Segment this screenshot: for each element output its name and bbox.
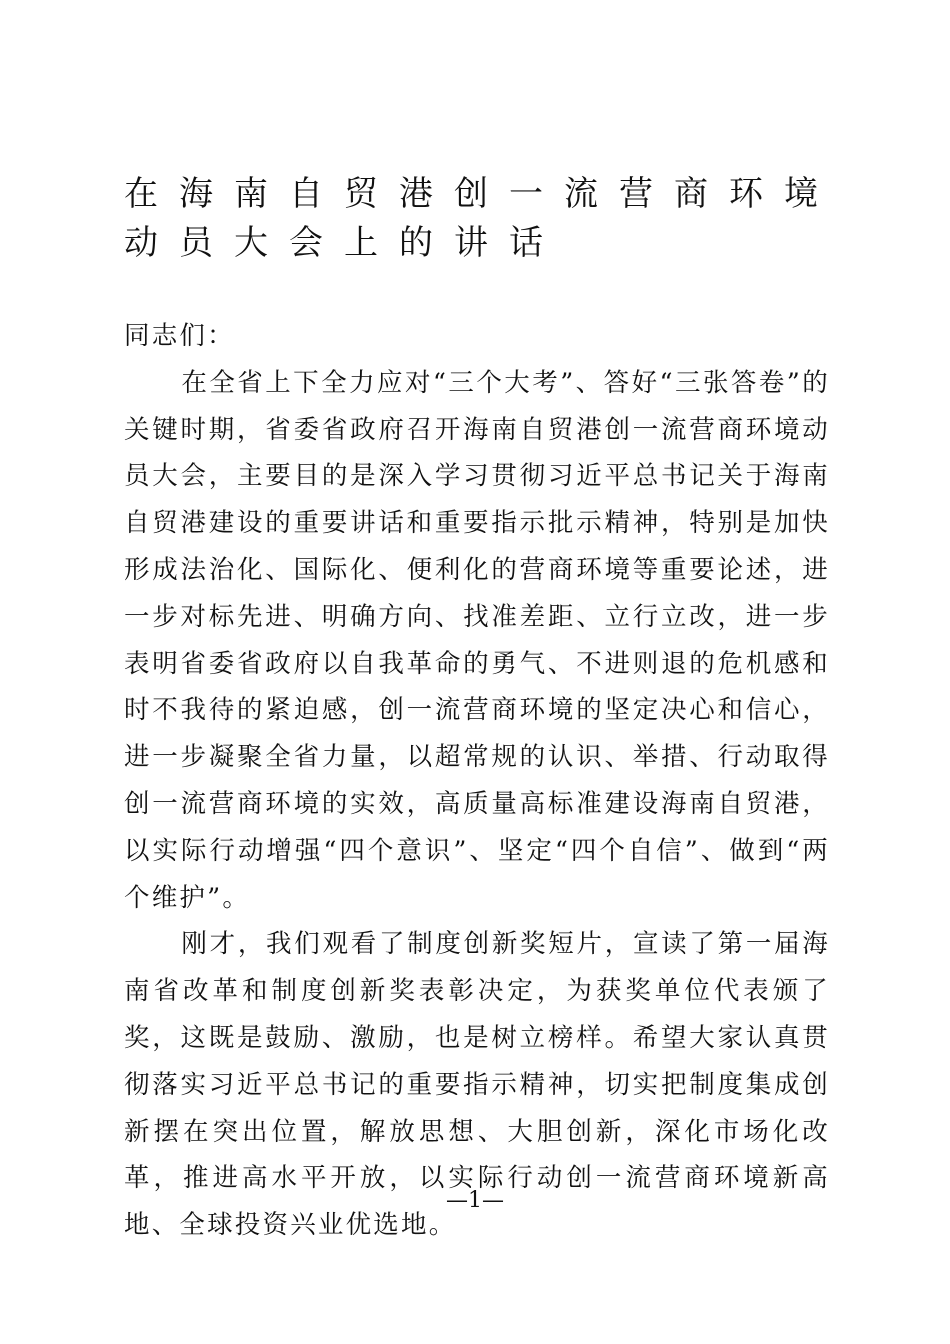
page-number: —1— xyxy=(446,1188,504,1213)
salutation: 同志们： xyxy=(124,321,235,351)
document-title xyxy=(124,170,839,268)
document-body xyxy=(124,313,830,1249)
title-line-2: 动员大会上的讲话 xyxy=(124,223,564,263)
paragraph-2: 刚才，我们观看了制度创新奖短片，宣读了第一届海南省改革和制度创新奖表彰决定，为获奖单位代表颁了奖，这既是鼓励、激励，也是树立榜样。希望大家认真贯彻落实习近平总书记的重要指示精神，切实把制度集成创新摆在突出位置，解放思想、大胆创新，深化市场化改革，推进高水平开放，以实际行动创一流营商环境新高地、全球投资兴业优选地。 xyxy=(124,929,830,1241)
title-line-1: 在海南自贸港创一流营商环境 xyxy=(124,174,839,214)
paragraph-1: 在全省上下全力应对“三个大考”、答好“三张答卷”的关键时期，省委省政府召开海南自贸港创一流营商环境动员大会，主要目的是深入学习贯彻习近平总书记关于海南自贸港建设的重要讲话和重要指示批示精神，特别是加快形成法治化、国际化、便利化的营商环境等重要论述，进一步对标先进、明确方向、找准差距、立行立改，进一步表明省委省政府以自我革命的勇气、不进则退的危机感和时不我待的紧迫感，创一流营商环境的坚定决心和信心，进一步凝聚全省力量，以超常规的认识、举措、行动取得创一流营商环境的实效，高质量高标准建设海南自贸港，以实际行动增强“四个意识”、坚定“四个自信”、做到“两个维护”。 xyxy=(124,367,830,913)
